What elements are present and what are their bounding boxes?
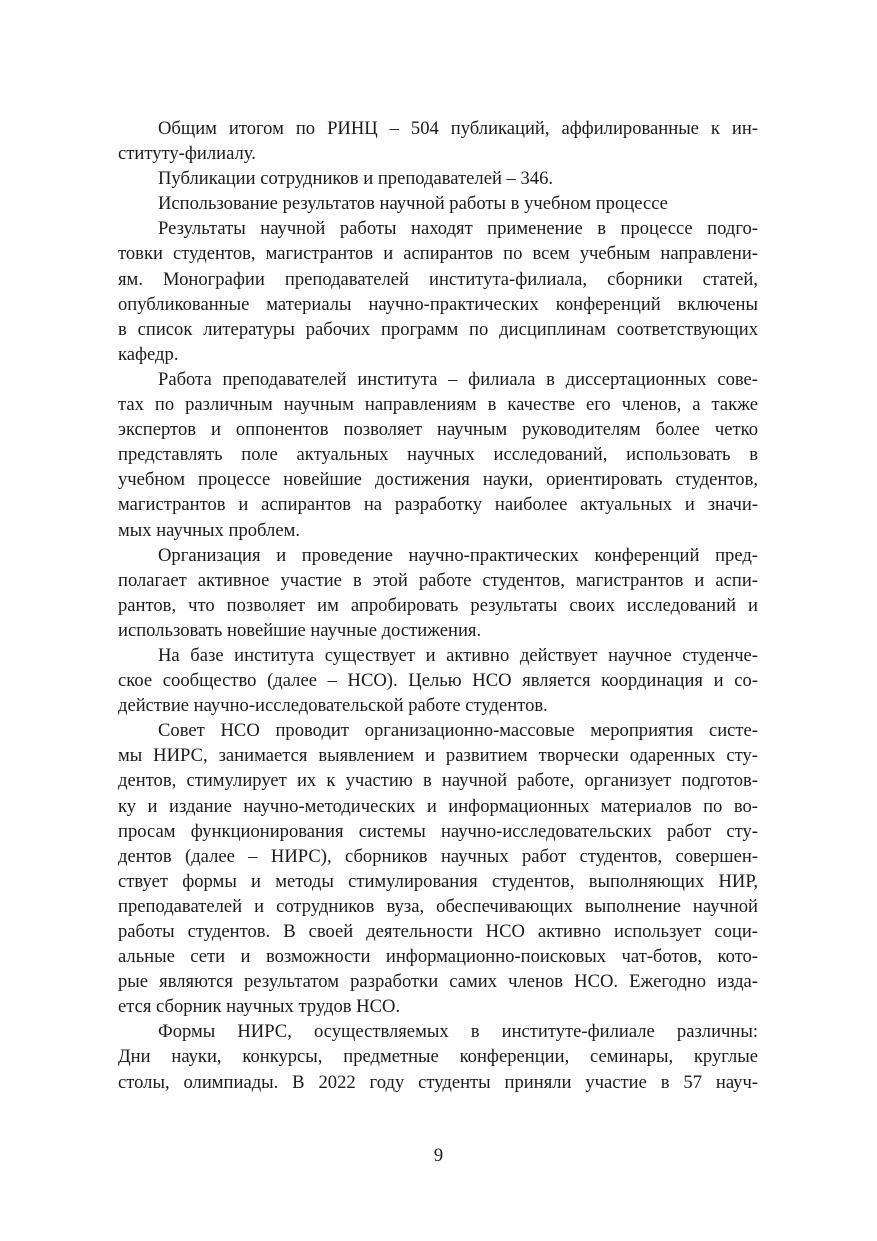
text-line: альные сети и возможности информационно-поисковых чат-ботов, кото- <box>118 946 758 968</box>
text-line: опубликованные материалы научно-практических конференций включены <box>118 293 758 315</box>
text-line: рые являются результатом разработки самих членов НСО. Ежегодно изда- <box>118 971 758 993</box>
text-line: дентов (далее – НИРС), сборников научных работ студентов, совершен- <box>118 845 758 867</box>
text-line: использовать новейшие научные достижения. <box>118 619 482 641</box>
text-line: кафедр. <box>118 343 179 365</box>
text-line: Организация и проведение научно-практических конференций пред- <box>158 544 758 566</box>
text-line: мы НИРС, занимается выявлением и развитием творчески одаренных сту- <box>118 745 758 767</box>
text-line: На базе института существует и активно действует научное студенче- <box>158 644 758 666</box>
text-line: просам функционирования системы научно-исследовательских работ сту- <box>118 820 758 842</box>
text-line: Совет НСО проводит организационно-массовые мероприятия систе- <box>158 720 758 742</box>
text-line: работы студентов. В своей деятельности НСО активно использует соци- <box>118 921 758 942</box>
paragraph <box>118 718 758 1019</box>
text-line: Дни науки, конкурсы, предметные конференции, семинары, круглые <box>118 1046 758 1068</box>
document-body <box>118 116 758 1095</box>
text-line: дентов, стимулирует их к участию в научной работе, организует подготов- <box>118 770 758 792</box>
paragraph <box>118 166 758 191</box>
text-line: в список литературы рабочих программ по дисциплинам соответствующих <box>118 318 758 340</box>
paragraph <box>118 216 758 367</box>
text-line: рантов, что позволяет им апробировать результаты своих исследований и <box>118 594 758 616</box>
text-line: тах по различным научным направлениям в качестве его членов, а также <box>118 394 758 416</box>
paragraph <box>118 1019 758 1094</box>
text-line: ституту-филиалу. <box>118 143 256 165</box>
section-heading <box>118 191 758 216</box>
text-line: ское сообщество (далее – НСО). Целью НСО является координация и со- <box>118 670 758 692</box>
paragraph <box>118 643 758 718</box>
page-number: 9 <box>433 1145 444 1166</box>
text-line: столы, олимпиады. В 2022 году студенты приняли участие в 57 науч- <box>118 1071 758 1093</box>
paragraph <box>118 367 758 543</box>
text-line: Результаты научной работы находят применение в процессе подго- <box>158 218 758 240</box>
text-line: действие научно-исследовательской работе студентов. <box>118 695 548 717</box>
text-line: ям. Монографии преподавателей института-филиала, сборники статей, <box>118 268 758 290</box>
text-line: учебном процессе новейшие достижения науки, ориентировать студентов, <box>118 469 758 491</box>
text-line: товки студентов, магистрантов и аспирантов по всем учебным направлени- <box>118 243 758 265</box>
text-line: ку и издание научно-методических и информационных материалов по во- <box>118 795 758 817</box>
text-line: Публикации сотрудников и преподавателей – 346. <box>158 168 554 190</box>
text-line: ется сборник научных трудов НСО. <box>118 996 401 1018</box>
text-line: Общим итогом по РИНЦ – 504 публикаций, аффилированные к ин- <box>158 118 758 139</box>
text-line: ствует формы и методы стимулирования студентов, выполняющих НИР, <box>118 870 758 892</box>
text-line: полагает активное участие в этой работе студентов, магистрантов и аспи- <box>118 569 758 591</box>
text-line: Формы НИРС, осуществляемых в институте-филиале различны: <box>158 1021 758 1043</box>
text-line: Использование результатов научной работы в учебном процессе <box>158 193 668 215</box>
paragraph <box>118 543 758 643</box>
text-line: мых научных проблем. <box>118 519 300 541</box>
paragraph <box>118 116 758 166</box>
text-line: преподавателей и сотрудников вуза, обеспечивающих выполнение научной <box>118 895 758 917</box>
text-line: магистрантов и аспирантов на разработку наиболее актуальных и значи- <box>118 494 758 516</box>
text-line: Работа преподавателей института – филиала в диссертационных сове- <box>158 368 758 390</box>
text-line: представлять поле актуальных научных исследований, использовать в <box>118 444 758 466</box>
text-line: экспертов и оппонентов позволяет научным руководителям более четко <box>118 419 758 441</box>
